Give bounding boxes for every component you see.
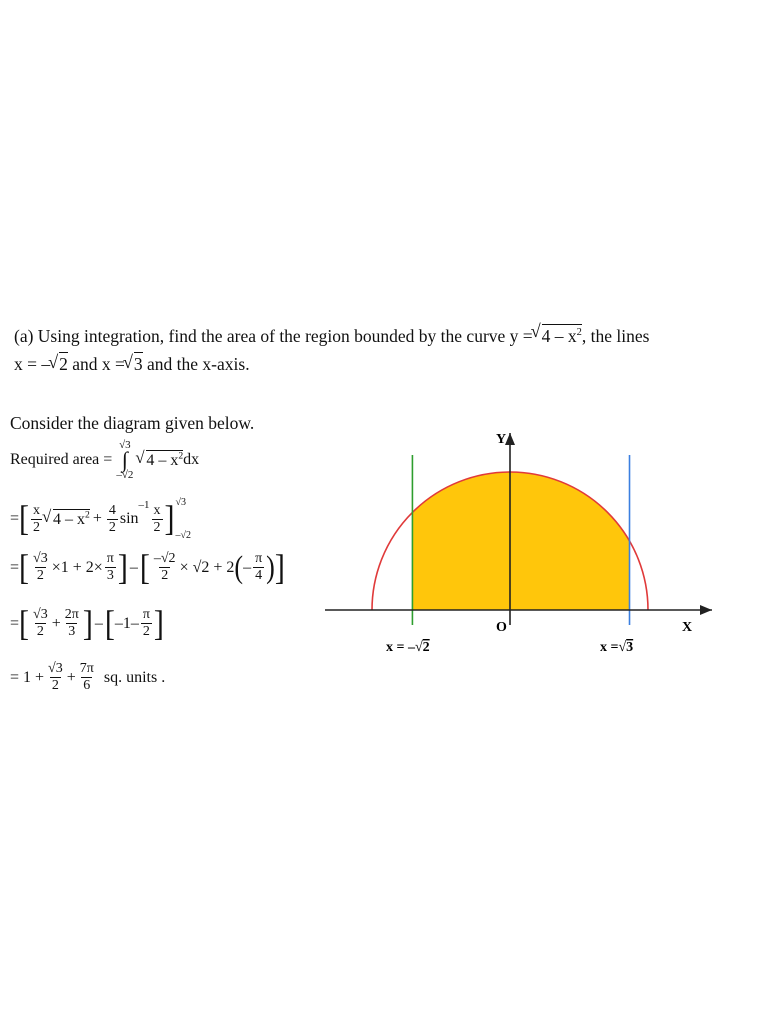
bracket-close: ] xyxy=(153,603,164,643)
question-end: and the x-axis. xyxy=(147,353,250,374)
den: 2 xyxy=(161,568,169,583)
plus: + xyxy=(66,668,76,686)
shaded-region xyxy=(412,472,629,610)
bracket-close: ] xyxy=(82,603,93,643)
area-diagram xyxy=(320,425,720,665)
den: 3 xyxy=(106,568,114,583)
curve-radicand: 4 – x xyxy=(541,325,577,346)
integrand-exp: 2 xyxy=(178,450,184,462)
num: π xyxy=(106,551,114,566)
text: ×1 + 2× xyxy=(51,558,103,576)
num: √3 xyxy=(33,551,48,566)
x1-lhs: x = – xyxy=(14,353,51,374)
dx: dx xyxy=(183,451,200,468)
rad: 2 xyxy=(422,640,430,655)
and-word: and xyxy=(72,353,98,374)
y-axis-label: Y xyxy=(496,432,507,447)
den: 2 xyxy=(36,624,44,639)
step1-frac-x2b xyxy=(152,503,163,536)
right-line-label xyxy=(600,640,633,655)
num: x xyxy=(153,502,161,518)
lhs: x = xyxy=(600,640,619,655)
step1-limits xyxy=(176,497,192,541)
required-area-label: Required area = xyxy=(10,451,113,468)
question-text: (a) Using integration, find the area of the region bounded by the curve xyxy=(14,325,506,346)
x2-sqrt xyxy=(125,350,143,378)
origin-label: O xyxy=(496,620,507,635)
sign: – xyxy=(243,558,252,576)
y-axis-arrow-icon xyxy=(505,433,515,445)
step3-eq: = xyxy=(10,614,20,632)
text: × √2 + 2 xyxy=(179,558,235,576)
x1-sqrt xyxy=(50,350,68,378)
paren-open: ( xyxy=(234,549,244,585)
curve-lhs: y = xyxy=(509,325,533,346)
frac xyxy=(253,551,264,584)
integral xyxy=(116,439,133,481)
sqrt-sign: √ xyxy=(414,640,423,655)
required-area-row xyxy=(10,439,199,481)
bracket-close: ] xyxy=(117,547,128,587)
x2-radicand: 3 xyxy=(133,353,143,374)
curve-sqrt xyxy=(533,319,582,350)
step-4 xyxy=(10,661,165,694)
step-2 xyxy=(10,547,285,587)
num: √3 xyxy=(33,607,48,622)
den: 2 xyxy=(108,519,116,535)
lower: –√2 xyxy=(175,530,192,541)
num: π xyxy=(255,551,263,566)
bracket-close: ] xyxy=(274,547,285,587)
integrand-sqrt xyxy=(137,450,183,469)
frac xyxy=(31,607,50,640)
x1-radicand: 2 xyxy=(59,353,68,374)
x-axis-arrow-icon xyxy=(700,605,712,615)
question-suffix: , the lines xyxy=(581,325,650,346)
frac xyxy=(31,551,50,584)
x2-lhs: x = xyxy=(101,353,125,374)
question-line-2 xyxy=(14,350,759,378)
num: –√2 xyxy=(153,551,176,566)
bracket-open: [ xyxy=(139,547,150,587)
den: 6 xyxy=(83,678,91,693)
plus: + xyxy=(92,510,102,527)
step1-eq: = xyxy=(10,510,20,527)
step1-sqrt xyxy=(44,509,90,528)
sqrt-sign: √ xyxy=(618,640,627,655)
plus: + xyxy=(51,614,61,632)
den: 2 xyxy=(33,519,41,535)
x-axis-label: X xyxy=(682,620,693,635)
frac xyxy=(63,607,81,640)
den: 2 xyxy=(51,678,59,693)
sin: sin xyxy=(119,510,139,527)
minus: – xyxy=(94,614,103,632)
units: sq. units . xyxy=(103,668,166,686)
frac xyxy=(152,551,178,584)
paren-close: ) xyxy=(266,549,275,585)
lhs: x = – xyxy=(386,640,415,655)
left-line-label xyxy=(386,640,430,655)
bracket-open: [ xyxy=(19,547,30,587)
bracket-open: [ xyxy=(19,498,30,539)
num: √3 xyxy=(48,661,63,676)
rad: 4 – x xyxy=(53,510,86,528)
solution-work xyxy=(10,439,340,709)
den: 4 xyxy=(255,568,263,583)
bracket-open: [ xyxy=(104,603,115,643)
integral-upper: √3 xyxy=(119,439,131,451)
step1-frac-42 xyxy=(107,503,118,536)
num: π xyxy=(142,607,150,622)
curve-exponent: 2 xyxy=(576,327,582,338)
den: 2 xyxy=(142,624,150,639)
rad: 3 xyxy=(626,640,634,655)
problem-panel xyxy=(0,305,768,713)
integral-sign-icon: ∫ xyxy=(121,447,128,472)
question xyxy=(14,319,759,378)
frac xyxy=(141,607,152,640)
step4-eq: = 1 + xyxy=(10,668,45,686)
frac xyxy=(78,661,96,694)
text: –1– xyxy=(114,614,139,632)
num: 2π xyxy=(64,607,79,622)
num: 4 xyxy=(108,502,116,518)
den: 2 xyxy=(153,519,161,535)
exp: 2 xyxy=(85,509,90,521)
step-3 xyxy=(10,603,164,643)
upper: √3 xyxy=(175,497,187,508)
num: x xyxy=(33,502,41,518)
integral-lower: –√2 xyxy=(116,469,134,481)
integrand: 4 – x xyxy=(146,451,179,469)
bracket-close: ] xyxy=(164,498,175,539)
sin-exp: –1 xyxy=(138,499,150,511)
consider-text: Consider the diagram given below. xyxy=(10,413,255,433)
den: 3 xyxy=(68,624,76,639)
den: 2 xyxy=(36,568,44,583)
step1-frac-x2 xyxy=(31,503,42,536)
frac xyxy=(105,551,116,584)
step-1 xyxy=(10,497,191,541)
num: 7π xyxy=(79,661,94,676)
question-line-1 xyxy=(14,319,759,350)
step2-eq: = xyxy=(10,558,20,576)
frac xyxy=(46,661,65,694)
minus: – xyxy=(129,558,138,576)
bracket-open: [ xyxy=(19,603,30,643)
